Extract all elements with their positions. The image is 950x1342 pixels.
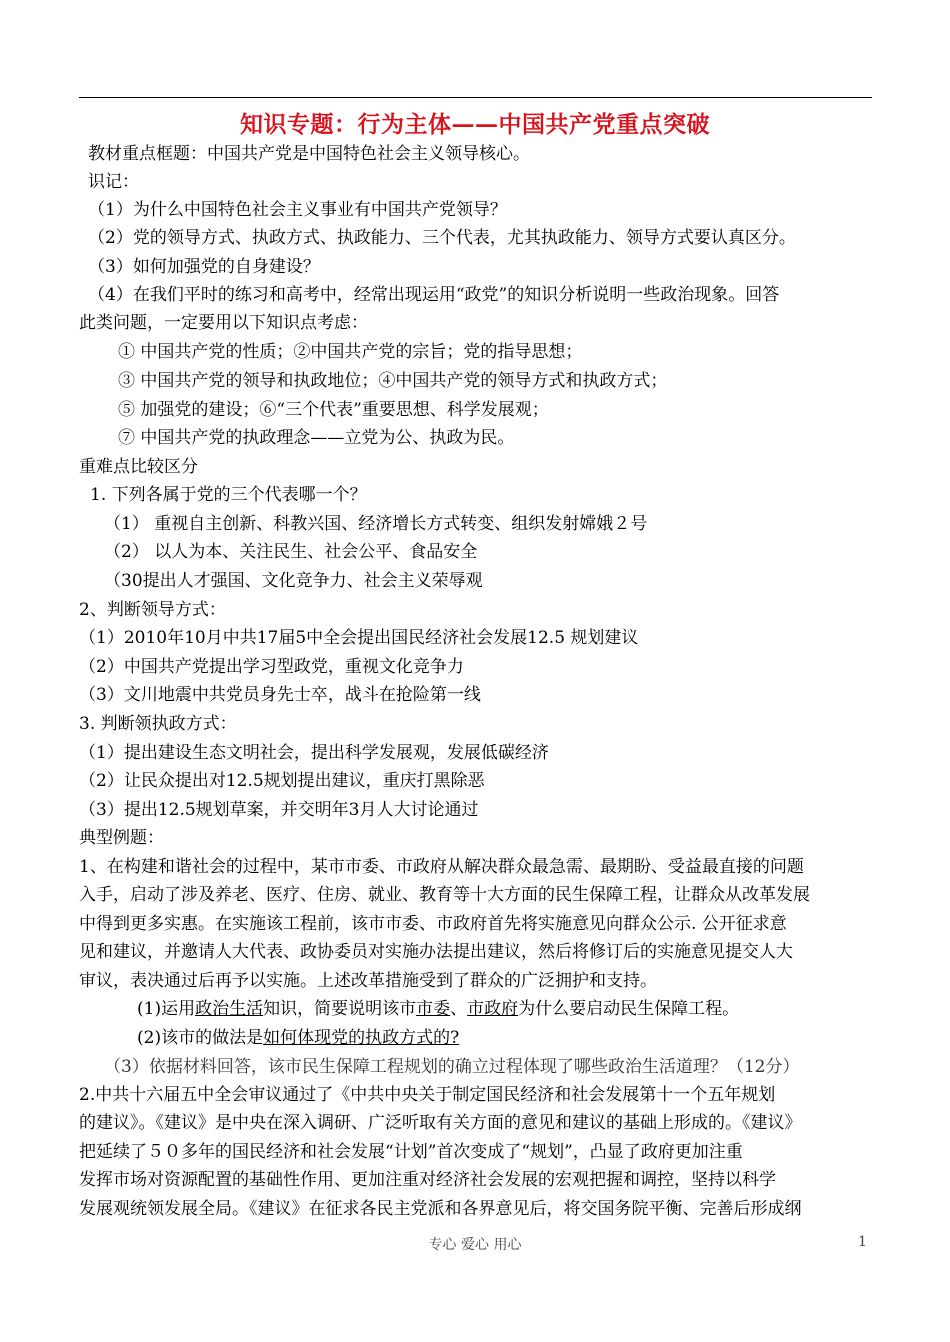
question-text: 知识，简要说明该市	[263, 999, 417, 1019]
footer-text: 专心 爱心 用心	[428, 1237, 522, 1253]
text-line: 审议，表决通过后再予以实施。上述改革措施受到了群众的广泛拥护和支持。	[79, 971, 657, 991]
text-line: 2.中共十六届五中全会审议通过了《中共中央关于制定国民经济和社会发展第十一个五年规划	[79, 1085, 776, 1105]
section-heading: 典型例题：	[79, 828, 164, 848]
list-item: ⑦ 中国共产党的执政理念——立党为公、执政为民。	[118, 428, 515, 448]
list-item: ⑤ 加强党的建设；⑥“三个代表”重要思想、科学发展观；	[118, 400, 549, 420]
underlined-text: 市委	[416, 999, 451, 1019]
text-line: 中得到更多实惠。在实施该工程前，该市市委、市政府首先将实施意见向群众公示. 公开征求意	[79, 914, 787, 934]
text-line: 入手，启动了涉及养老、医疗、住房、就业、教育等十大方面的民生保障工程，让群众从改革发展	[79, 885, 810, 905]
list-item: （1）2010年10月中共17届5中全会提出国民经济社会发展12.5 规划建议	[79, 628, 639, 648]
question-1	[137, 998, 739, 1020]
text-line: 识记：	[88, 172, 139, 192]
question-text: 、	[450, 999, 468, 1019]
question-text: 为什么要启动民生保障工程。	[518, 999, 740, 1019]
text-line: 见和建议，并邀请人大代表、政协委员对实施办法提出建议，然后将修订后的实施意见提交人大	[79, 942, 793, 962]
list-item: （1）提出建设生态文明社会，提出科学发展观，发展低碳经济	[79, 743, 549, 763]
text-line: （2）党的领导方式、执政方式、执政能力、三个代表，尤其执政能力、领导方式要认真区分。	[88, 228, 796, 248]
underlined-text: 政治生活	[195, 999, 264, 1019]
underlined-text: 如何体现党的执政方式的?	[263, 1028, 460, 1048]
question-text: (2)该市的做法是	[137, 1028, 264, 1048]
question-3: （3）依据材料回答，该市民生保障工程规划的确立过程体现了哪些政治生活道理？（12分）	[104, 1057, 800, 1077]
question-text: (1)运用	[137, 999, 196, 1019]
list-item: ③ 中国共产党的领导和执政地位；④中国共产党的领导方式和执政方式；	[118, 371, 668, 391]
list-item: ① 中国共产党的性质；②中国共产党的宗旨；党的指导思想；	[118, 342, 583, 362]
page-title: 知识专题：行为主体——中国共产党重点突破	[240, 111, 710, 138]
text-line: 此类问题，一定要用以下知识点考虑：	[79, 313, 368, 333]
text-line: （4）在我们平时的练习和高考中，经常出现运用“政党”的知识分析说明一些政治现象。回答	[88, 285, 780, 305]
list-item: （2） 以人为本、关注民生、社会公平、食品安全	[104, 542, 478, 562]
page-number: 1	[858, 1234, 867, 1250]
list-item: （3）提出12.5规划草案，并交明年3月人大讨论通过	[79, 800, 479, 820]
underlined-text: 市政府	[467, 999, 519, 1019]
text-line: 发展观统领发展全局。《建议》在征求各民主党派和各界意见后，将交国务院平衡、完善后形成纲	[79, 1199, 802, 1219]
list-item: （1） 重视自主创新、科教兴国、经济增长方式转变、组织发射嫦娥２号	[104, 514, 648, 534]
text-line: 把延续了５０多年的国民经济和社会发展“计划”首次变成了“规划”，凸显了政府更加注重	[79, 1142, 743, 1162]
list-item: （2）中国共产党提出学习型政党，重视文化竞争力	[79, 657, 464, 677]
header-rule	[79, 97, 872, 98]
text-line: （3）如何加强党的自身建设？	[88, 257, 320, 277]
list-item: （30提出人才强国、文化竞争力、社会主义荣辱观	[104, 571, 483, 591]
text-line: 1、在构建和谐社会的过程中，某市市委、市政府从解决群众最急需、最期盼、受益最直接的问题	[79, 857, 804, 877]
text-line: 发挥市场对资源配置的基础性作用、更加注重对经济社会发展的宏观把握和调控，坚持以科学	[79, 1170, 776, 1190]
text-line: 的建议》。《建议》是中央在深入调研、广泛听取有关方面的意见和建议的基础上形成的。《建议》	[79, 1113, 802, 1133]
text-line: 2、判断领导方式：	[79, 600, 226, 620]
list-item: （2）让民众提出对12.5规划提出建议，重庆打黑除恶	[79, 771, 485, 791]
text-line: 教材重点框题：中国共产党是中国特色社会主义领导核心。	[88, 144, 530, 164]
list-item: （3）文川地震中共党员身先士卒，战斗在抢险第一线	[79, 685, 481, 705]
question-2	[137, 1027, 459, 1049]
text-line: （1）为什么中国特色社会主义事业有中国共产党领导？	[88, 200, 507, 220]
section-heading: 重难点比较区分	[79, 457, 198, 477]
text-line: 3. 判断领执政方式：	[79, 714, 237, 734]
text-line: 1. 下列各属于党的三个代表哪一个？	[90, 485, 367, 505]
